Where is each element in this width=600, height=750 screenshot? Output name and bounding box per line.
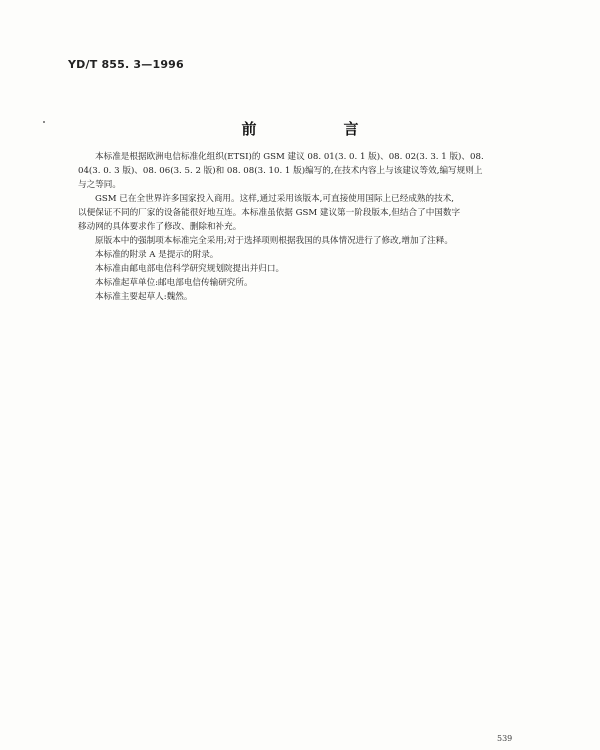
paragraph-appendix: [78, 248, 548, 262]
paragraph-line: 与之等同。: [78, 180, 121, 190]
paragraph-drafting-unit: [78, 276, 548, 290]
paragraph-drafters: [78, 290, 548, 304]
paragraph-line: 本标准起草单位:邮电部电信传输研究所。: [95, 278, 253, 288]
standard-code: YD/T 855. 3—1996: [68, 58, 184, 71]
paragraph-line: 原版本中的强制项本标准完全采用;对于选择项则根据我国的具体情况进行了修改,增加了注释。: [95, 236, 453, 246]
paragraph-line: GSM 已在全世界许多国家投入商用。这样,通过采用该版本,可直接使用国际上已经成熟的技术,: [95, 194, 455, 204]
paragraph-gsm: [78, 192, 548, 234]
paragraph-line: 04(3. 0. 3 版)、08. 06(3. 5. 2 版)和 08. 08(3. 10. 1 版)编写的,在技术内容上与该建议等效,编写规则上: [78, 166, 483, 176]
page-title: 前 言: [241, 120, 395, 138]
paragraph-mandatory: [78, 234, 548, 248]
paragraph-proposer: [78, 262, 548, 276]
paragraph-line: 本标准的附录 A 是提示的附录。: [95, 250, 219, 260]
paragraph-line: 本标准主要起草人:魏然。: [95, 292, 193, 302]
paragraph-line: 移动网的具体要求作了修改、删除和补充。: [78, 222, 242, 232]
paragraph-line: 本标准是根据欧洲电信标准化组织(ETSI)的 GSM 建议 08. 01(3. 0. 1 版)、08. 02(3. 3. 1 版)、08.: [95, 152, 484, 162]
paragraph-line: 本标准由邮电部电信科学研究规划院提出并归口。: [95, 264, 285, 274]
paragraph-line: 以便保证不同的厂家的设备能很好地互连。本标准虽依据 GSM 建议第一阶段版本,但结合了中国数字: [78, 208, 461, 218]
paragraph-basis: [78, 150, 548, 192]
page-number: 539: [497, 734, 513, 743]
foreword-body: [78, 150, 548, 304]
